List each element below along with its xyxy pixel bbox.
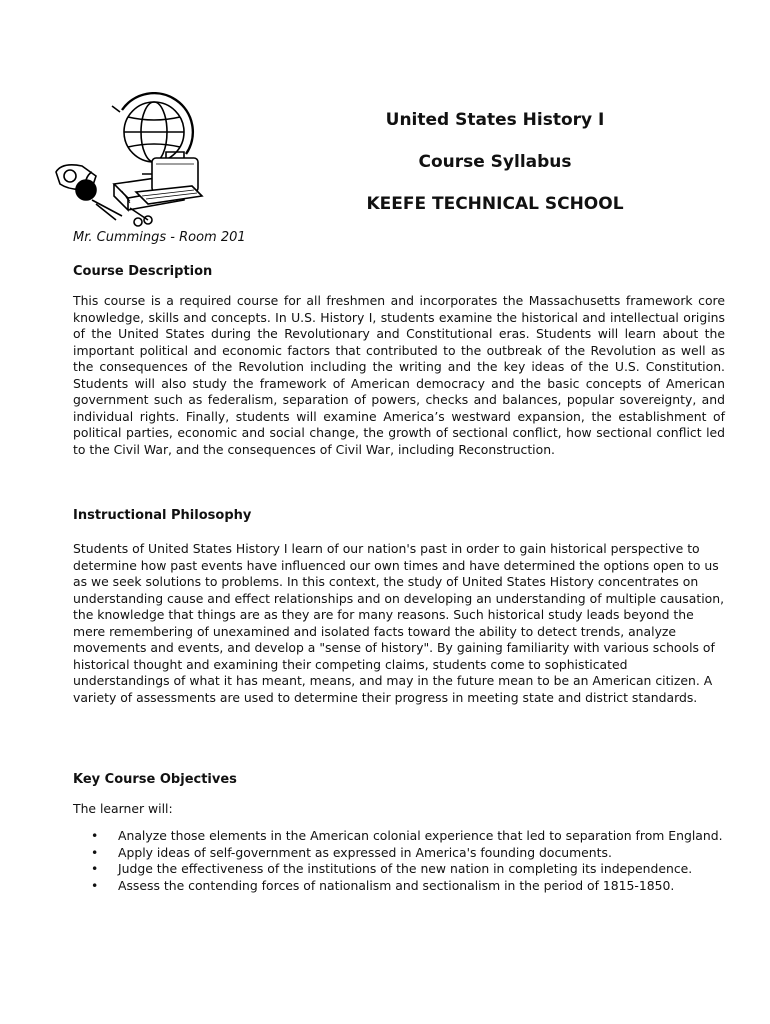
classroom-clipart [52, 92, 212, 230]
bullet-icon: • [91, 844, 99, 860]
bullet-icon: • [91, 828, 99, 843]
instructional-philosophy-heading: Instructional Philosophy [73, 508, 252, 523]
objectives-intro: The learner will: [73, 801, 173, 816]
course-description-heading: Course Description [73, 264, 213, 279]
teacher-info: Mr. Cummings - Room 201 [73, 230, 246, 245]
objective-text: Judge the effectiveness of the institutions of the new nation in completing its independence. [118, 861, 693, 876]
school-name: KEEFE TECHNICAL SCHOOL [366, 194, 624, 214]
objectives-list [73, 828, 725, 894]
bullet-icon: • [91, 861, 99, 876]
list-item [73, 861, 725, 878]
syllabus-label: Course Syllabus [418, 152, 572, 172]
bullet-icon: • [91, 877, 99, 893]
objective-text: Assess the contending forces of nationalism and sectionalism in the period of 1815-1850. [118, 877, 675, 893]
instructional-philosophy-text: Students of United States History I learn of our nation's past in order to gain historical perspective to determine how past events have influenced our own times and have determined the options open to us as we seek solutions to problems. In this context, the study of United States History concentrates on understanding cause and effect relationships and on developing an understanding of multiple causation, the knowledge that things are as they are for many reasons. Such historical study leads beyond the mere remembering of unexamined and isolated facts toward the ability to detect trends, analyze movements and events, and develop a "sense of history". By gaining familiarity with various schools of historical thought and examining their competing claims, students come to sophisticated understandings of what it has meant, means, and may in the future mean to be an American citizen. A variety of assessments are used to determine their progress in meeting state and district standards. [73, 541, 725, 705]
course-description-text: This course is a required course for all freshmen and incorporates the Massachusetts framework core knowledge, skills and concepts. In U.S. History I, students examine the historical and intellectual origins of the United States during the Revolutionary and Constitutional eras. Students will learn about the important political and economic factors that contributed to the outbreak of the Revolution as well as the consequences of the Revolution including the writing and the key ideas of the U.S. Constitution. Students will also study the framework of American democracy and the basic concepts of American government such as federalism, separation of powers, checks and balances, popular sovereignty, and individual rights. Finally, students will examine America’s westward expansion, the establishment of political parties, economic and social change, the growth of sectional conflict, how sectional conflict led to the Civil War, and the consequences of Civil War, including Reconstruction. [73, 293, 725, 457]
list-item [73, 828, 725, 845]
objective-text: Analyze those elements in the American colonial experience that led to separation from England. [118, 828, 723, 843]
key-objectives-heading: Key Course Objectives [73, 772, 237, 787]
list-item [73, 878, 725, 895]
document-title-block [350, 108, 640, 234]
course-title: United States History I [385, 110, 605, 130]
list-item [73, 845, 725, 862]
objective-text: Apply ideas of self-government as expressed in America's founding documents. [118, 844, 612, 860]
